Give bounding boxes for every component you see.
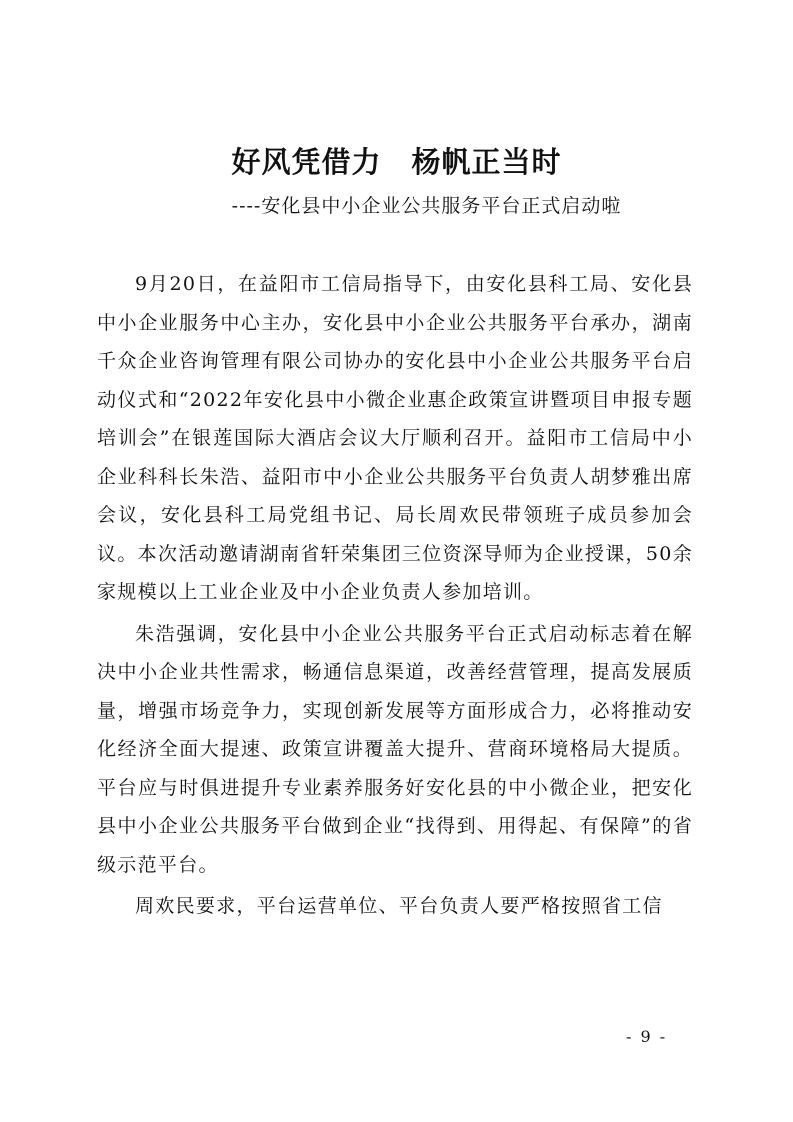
document-title: 好风凭借力 杨帆正当时	[231, 145, 562, 179]
paragraph-3: 周欢民要求，平台运营单位、平台负责人要严格按照省工信	[135, 895, 663, 917]
paragraph-1: 9月20日，在益阳市工信局指导下，由安化县科工局、安化县中小企业服务中心主办，安化县中小企业公共服务平台承办，湖南千众企业咨询管理有限公司协办的安化县中小企业公共服务平台启动仪式和“2022年安化县中小微企业惠企政策宣讲暨项目申报专题培训会”在银莲国际大酒店会议大厅顺利召开。益阳市工信局中小企业科科长朱浩、益阳市中小企业公共服务平台负责人胡梦雅出席会议，安化县科工局党组书记、局长周欢民带领班子成员参加会议。本次活动邀请湖南省轩荣集团三位资深导师为企业授课，50余家规模以上工业企业及中小企业负责人参加培训。	[97, 273, 693, 603]
document-subtitle: ----安化县中小企业公共服务平台正式启动啦	[231, 195, 622, 217]
page-number: - 9 -	[626, 1027, 668, 1046]
document-body	[97, 265, 693, 929]
paragraph-2: 朱浩强调，安化县中小企业公共服务平台正式启动标志着在解决中小企业共性需求，畅通信息渠道，改善经营管理，提高发展质量，增强市场竞争力，实现创新发展等方面形成合力，必将推动安化经济全面大提速、政策宣讲覆盖大提升、营商环境格局大提质。平台应与时俱进提升专业素养服务好安化县的中小微企业，把安化县中小企业公共服务平台做到企业“找得到、用得起、有保障”的省级示范平台。	[97, 622, 693, 876]
